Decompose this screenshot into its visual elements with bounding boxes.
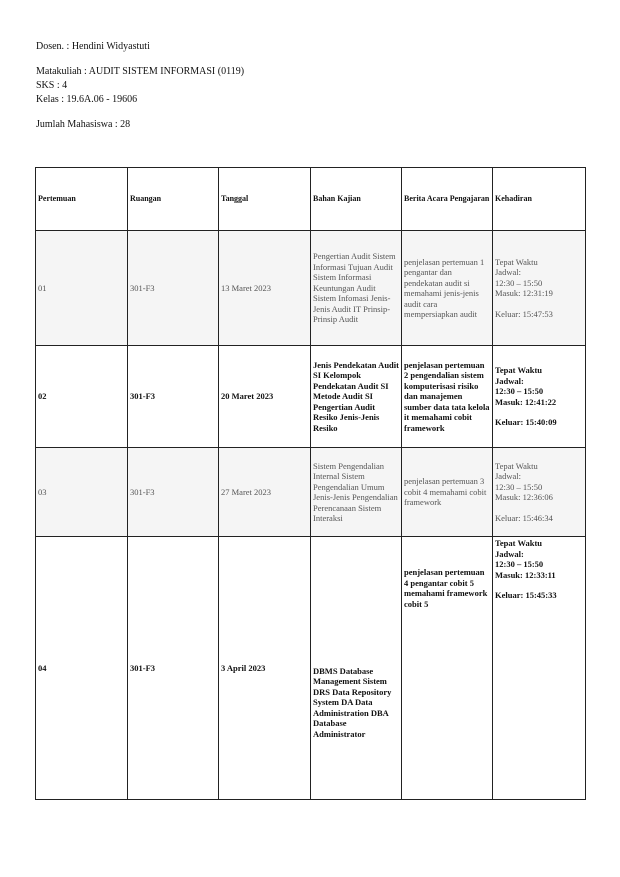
cell-pertemuan: 03 (36, 448, 128, 537)
table-row (36, 537, 586, 800)
table-header-row (36, 168, 586, 231)
cell-tanggal: 13 Maret 2023 (219, 231, 311, 346)
kehadiran-jadwal: Jadwal: (495, 267, 521, 278)
kehadiran-jam: 12:30 – 15:50 (495, 277, 543, 288)
col-header-tanggal: Tanggal (219, 168, 311, 231)
kehadiran-jadwal: Jadwal: (495, 471, 521, 482)
kehadiran-masuk: Masuk: 12:31:19 (495, 288, 553, 299)
cell-tanggal: 3 April 2023 (219, 537, 311, 800)
kehadiran-jadwal: Jadwal: (495, 548, 524, 559)
kehadiran-keluar: Keluar: 15:40:09 (495, 417, 557, 428)
kehadiran-keluar: Keluar: 15:47:53 (495, 308, 553, 319)
kehadiran-jadwal: Jadwal: (495, 375, 524, 386)
cell-ruangan: 301-F3 (128, 448, 219, 537)
col-header-kehadiran: Kehadiran (493, 168, 586, 231)
kelas-line: Kelas : 19.6A.06 - 19606 (36, 94, 138, 105)
cell-kehadiran (493, 346, 586, 448)
cell-berita-acara: penjelasan pertemuan 2 pengendalian sistem komputerisasi risiko dan manajemen sumber data tata kelola it memahami cobit framework (402, 346, 493, 448)
cell-ruangan: 301-F3 (128, 346, 219, 448)
col-header-bahan-kajian: Bahan Kajian (311, 168, 402, 231)
cell-kehadiran (493, 537, 586, 800)
kehadiran-keluar: Keluar: 15:45:33 (495, 590, 557, 600)
table-row (36, 346, 586, 448)
col-header-pertemuan: Pertemuan (36, 168, 128, 231)
kehadiran-masuk: Masuk: 12:33:11 (495, 569, 556, 580)
kehadiran-jam: 12:30 – 15:50 (495, 386, 544, 397)
cell-berita-acara: penjelasan pertemuan 3 cobit 4 memahami cobit framework (402, 448, 493, 537)
kehadiran-status: Tepat Waktu (495, 538, 543, 548)
kehadiran-jam: 12:30 – 15:50 (495, 559, 544, 569)
cell-pertemuan: 01 (36, 231, 128, 346)
kehadiran-jam: 12:30 – 15:50 (495, 481, 543, 492)
cell-tanggal: 20 Maret 2023 (219, 346, 311, 448)
jumlah-mahasiswa-line: Jumlah Mahasiswa : 28 (36, 119, 131, 130)
cell-berita-acara: penjelasan pertemuan 4 pengantar cobit 5 memahami framework cobit 5 (402, 537, 493, 800)
table-row (36, 448, 586, 537)
cell-bahan-kajian: DBMS Database Management Sistem DRS Data Repository System DA Data Administration DBA Database Administrator (311, 537, 402, 800)
matakuliah-line: Matakuliah : AUDIT SISTEM INFORMASI (0119) (36, 66, 245, 77)
cell-berita-acara: penjelasan pertemuan 1 pengantar dan pendekatan audit si memahami jenis-jenis audit cara mempersiapkan audit (402, 231, 493, 346)
dosen-line: Dosen. : Hendini Widyastuti (36, 41, 150, 52)
col-header-berita-acara: Berita Acara Pengajaran (402, 168, 493, 231)
kehadiran-status: Tepat Waktu (495, 256, 538, 267)
kehadiran-keluar: Keluar: 15:46:34 (495, 512, 553, 523)
attendance-table (35, 167, 586, 800)
kehadiran-masuk: Masuk: 12:36:06 (495, 492, 553, 503)
kehadiran-status: Tepat Waktu (495, 365, 543, 376)
col-header-ruangan: Ruangan (128, 168, 219, 231)
cell-ruangan: 301-F3 (128, 231, 219, 346)
cell-pertemuan: 02 (36, 346, 128, 448)
cell-bahan-kajian: Jenis Pendekatan Audit SI Kelompok Pendekatan Audit SI Metode Audit SI Pengertian Audit Resiko Jenis-Jenis Resiko (311, 346, 402, 448)
cell-ruangan: 301-F3 (128, 537, 219, 800)
cell-kehadiran (493, 231, 586, 346)
cell-tanggal: 27 Maret 2023 (219, 448, 311, 537)
sks-line: SKS : 4 (36, 80, 68, 91)
kehadiran-masuk: Masuk: 12:41:22 (495, 396, 557, 407)
cell-pertemuan: 04 (36, 537, 128, 800)
cell-bahan-kajian: Sistem Pengendalian Internal Sistem Pengendalian Umum Jenis-Jenis Pengendalian Perencanaan Sistem Interaksi (311, 448, 402, 537)
kehadiran-status: Tepat Waktu (495, 460, 538, 471)
cell-bahan-kajian: Pengertian Audit Sistem Informasi Tujuan Audit Sistem Informasi Keuntungan Audit Sistem Infomasi Jenis-Jenis Audit IT Prinsip-Prinsip Audit (311, 231, 402, 346)
cell-kehadiran (493, 448, 586, 537)
table-row (36, 231, 586, 346)
